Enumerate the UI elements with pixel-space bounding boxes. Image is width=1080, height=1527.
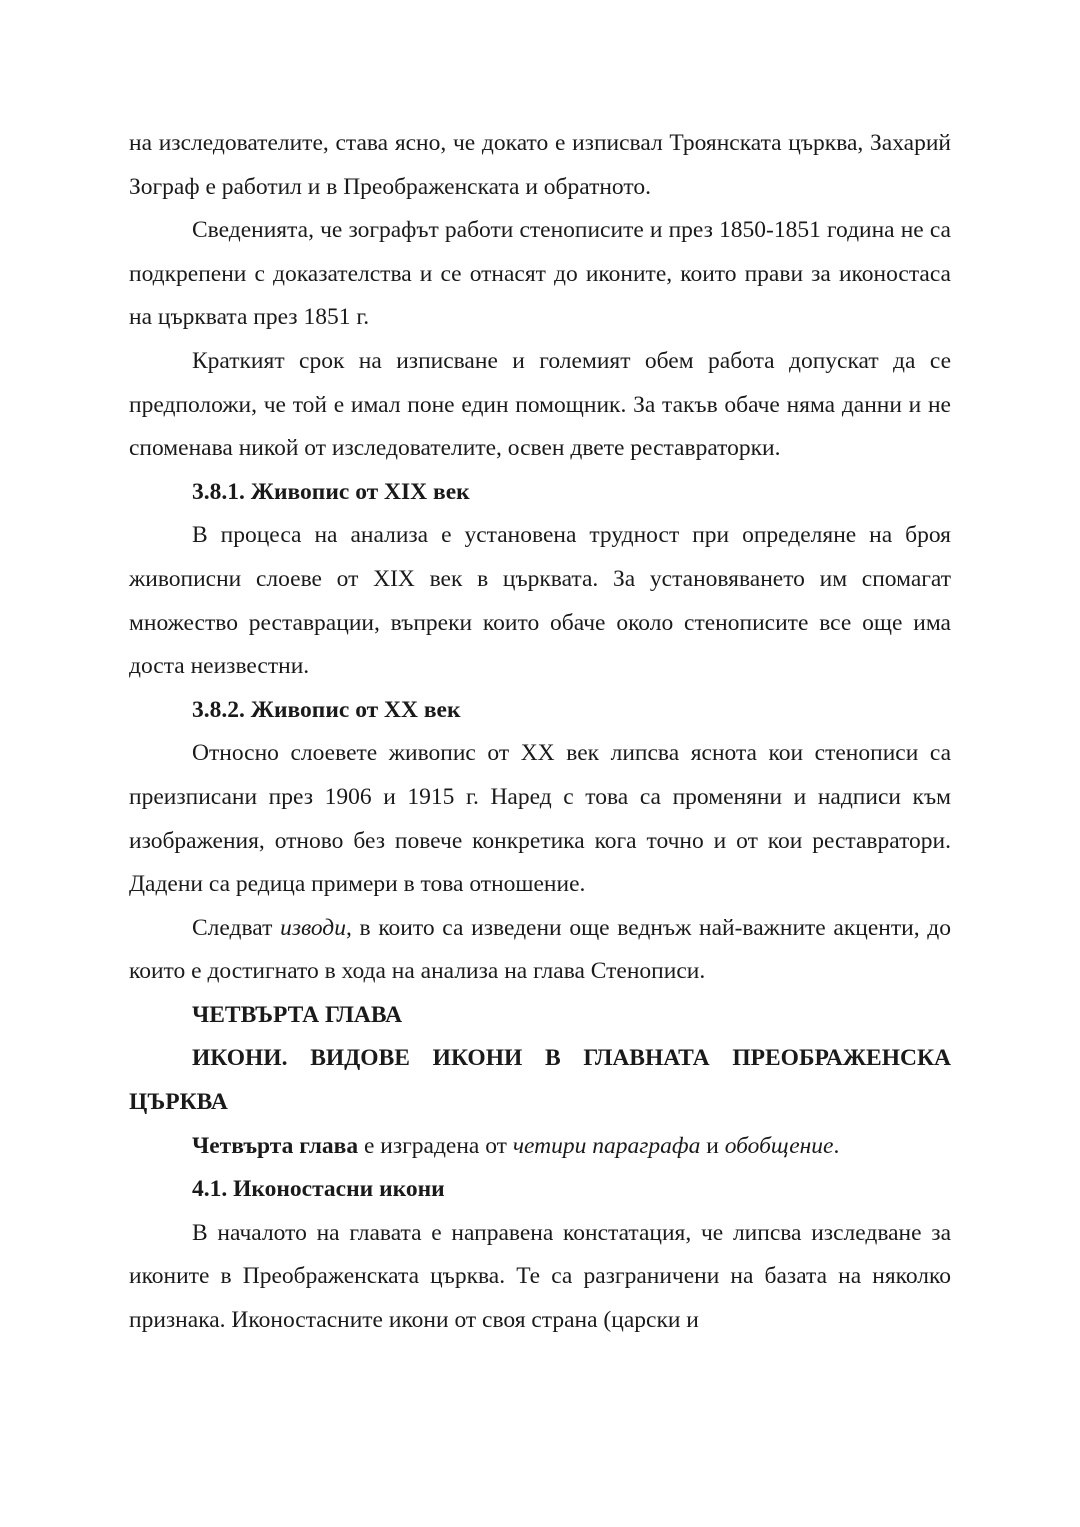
text-run: Следват (192, 914, 281, 941)
text-run: , в които са изведени още веднъж най-важните акценти, до които е достигнато в хода на анализа на глава Стенописи. (129, 914, 951, 985)
document-page (129, 122, 951, 1343)
paragraph-20th-century: Относно слоевете живопис от XX век липсва яснота кои стенописи са преизписани през 1906 и 1915 г. Наред с това са променяни и надписи към изображения, отново без повече конкретика кога точно и от кои реставратори. Дадени са редица примери в това отношение. (129, 740, 951, 898)
text-run: и (700, 1132, 725, 1159)
bold-term: Четвърта глава (192, 1132, 359, 1159)
section-heading-3-8-2: 3.8.2. Живопис от XX век (192, 696, 461, 723)
paragraph-information: Сведенията, че зографът работи стенописите и през 1850-1851 година не са подкрепени с доказателства и се отнасят до иконите, които прави за иконостаса на църквата през 1851 г. (129, 217, 951, 331)
paragraph-conclusions (129, 907, 951, 994)
chapter-label: ЧЕТВЪРТА ГЛАВА (192, 1001, 403, 1028)
italic-term: обобщение (724, 1132, 834, 1159)
paragraph-iconostasis: В началото на главата е направена констатация, че липсва изследване за иконите в Преображенската църква. Те са разграничени на базата на няколко признака. Иконостасните икони от своя страна (царски и (129, 1219, 951, 1334)
text-run: е изградена от (358, 1132, 513, 1159)
paragraph-short-term: Краткият срок на изписване и големият обем работа допускат да се предположи, че той е имал поне един помощник. За такъв обаче няма данни и не споменава никой от изследователите, освен двете реставраторки. (129, 347, 951, 462)
text-run: . (833, 1132, 840, 1159)
paragraph-19th-century: В процеса на анализа е установена трудност при определяне на броя живописни слоеве от XIX век в църквата. За установяването им спомагат множество реставрации, въпреки които обаче около стенописите все още има доста неизвестни. (129, 522, 951, 680)
italic-term: изводи (280, 914, 346, 941)
paragraph-intro-continuation: на изследователите, става ясно, че докато е изписвал Троянската църква, Захарий Зограф е работил и в Преображенската и обратното. (129, 130, 951, 200)
italic-term: четири параграфа (512, 1132, 701, 1159)
chapter-title: ИКОНИ. ВИДОВЕ ИКОНИ В ГЛАВНАТА ПРЕОБРАЖЕНСКА ЦЪРКВА (129, 1045, 951, 1116)
section-heading-3-8-1: 3.8.1. Живопис от XIX век (192, 478, 470, 505)
section-heading-4-1: 4.1. Иконостасни икони (192, 1176, 445, 1203)
paragraph-chapter-structure (129, 1125, 951, 1169)
